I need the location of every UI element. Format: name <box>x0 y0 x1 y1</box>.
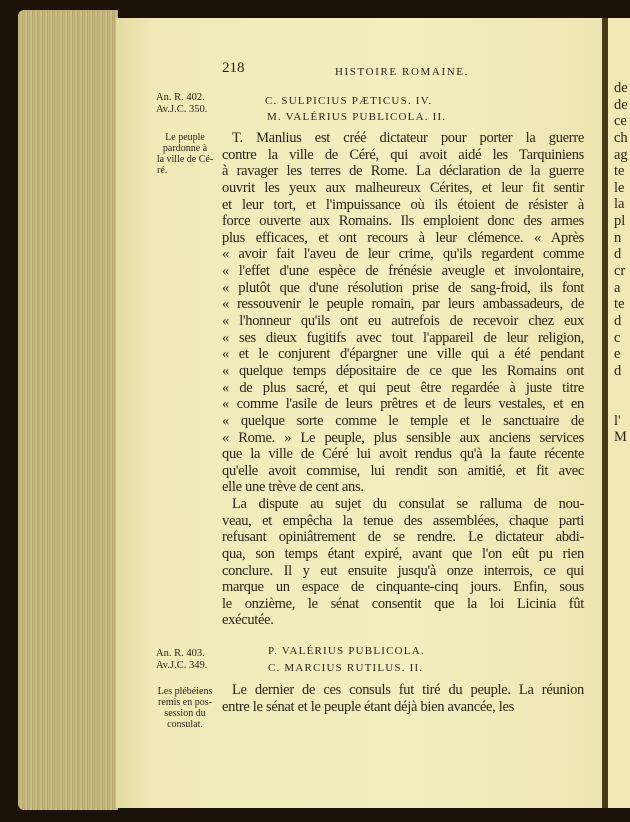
date-note-1 <box>156 92 207 116</box>
text-line: entre le sénat et le peuple étant déjà bien avancée, les <box>222 698 514 715</box>
date-line: An. R. 403. <box>156 648 205 659</box>
text-line: et leur tort, et l'impuissance où ils étoient de résister à <box>222 196 584 213</box>
fragment-line: de <box>614 80 628 96</box>
margin-line: la ville de Cé- <box>156 154 214 165</box>
fragment-line: c <box>614 329 621 346</box>
margin-line: consulat. <box>167 719 203 730</box>
consuls-heading-2 <box>268 643 425 677</box>
fragment-line: a <box>614 279 621 296</box>
text-line: à ravager les terres de Rome. La déclaration de la guerre <box>222 163 584 180</box>
page-edges <box>18 10 118 810</box>
fragment-line: le <box>614 179 625 196</box>
fragment-line: te <box>614 163 625 180</box>
margin-line: session du <box>164 708 206 719</box>
text-line: « l'honneur qu'ils ont eu autrefois de recevoir chez eux <box>222 313 584 330</box>
fragment-line: n <box>614 229 622 246</box>
margin-line: ré. <box>157 165 168 176</box>
date-note-2 <box>156 648 207 672</box>
text-line: « quelque temps dépositaire de ce que les Romains ont <box>222 362 584 379</box>
fragment-line: la <box>614 196 625 213</box>
fragment-line: e <box>614 346 621 363</box>
consuls-heading-1 <box>265 93 446 125</box>
text-line: qu'elle avoit commise, lui rendit son amitié, et fit avec <box>222 462 584 479</box>
fragment-line: de <box>614 96 628 113</box>
text-line: « ses dieux fugitifs avec tout l'appareil de leur religion, <box>222 329 584 346</box>
fragment-line: d <box>614 312 622 329</box>
fragment-line <box>614 396 628 413</box>
text-line: Le dernier de ces consuls fut tiré du peuple. La réunion <box>232 682 584 698</box>
text-line: « l'effet d'une espèce de frénésie aveugle et involontaire, <box>222 263 584 280</box>
text-line: contre la ville de Céré, qui avoit aidé les Tarquiniens <box>222 146 584 163</box>
consul-name: M. VALÉRIUS PUBLICOLA. II. <box>267 111 447 123</box>
text-line: que la ville de Céré lui avoit rendus qu'à la faute récente <box>222 446 584 463</box>
paragraph-2 <box>222 496 584 629</box>
consul-name: C. MARCIUS RUTILUS. II. <box>268 662 424 674</box>
margin-line: pardonne à <box>162 143 208 154</box>
margin-line: remis en pos- <box>158 697 212 708</box>
consul-name: P. VALÉRIUS PUBLICOLA. <box>268 645 425 657</box>
fragment-line: l' <box>614 412 621 429</box>
text-line: force ouverte aux Romains. Ils emploient donc des armes <box>222 213 584 230</box>
text-line: marque un espace de cinquante-cinq jours. Enfin, sous <box>222 579 584 596</box>
paragraph-1 <box>222 130 584 496</box>
fragment-line: M <box>614 429 627 446</box>
text-line: refusant opiniâtrement de se rendre. Le dictateur abdi- <box>222 529 584 546</box>
fragment-line: ce <box>614 113 627 130</box>
text-line: « de plus sacré, et qui peut être regardée à juste titre <box>222 379 584 396</box>
text-line: « ressouvenir le peuple romain, par leurs ambassadeurs, de <box>222 296 584 313</box>
fragment-line: cr <box>614 263 626 280</box>
text-line: « Rome. » Le peuple, plus sensible aux anciens services <box>222 429 584 446</box>
fragment-line: pl <box>614 213 626 230</box>
text-line: conclure. Il y eut ensuite jusqu'à onze interrois, ce qui <box>222 562 584 579</box>
text-line: plus efficaces, et ont recours à leur clémence. « Après <box>222 229 584 246</box>
text-line: le onzième, le sénat consentit que la loi Licinia fût <box>222 595 584 612</box>
fragment-line <box>614 380 628 397</box>
date-line: Av.J.C. 349. <box>156 660 208 671</box>
text-line: qua, son temps étant expiré, avant que l'on eût pu rien <box>222 545 584 562</box>
text-line: « et le conjurent d'épargner une ville qui a été pendant <box>222 346 584 363</box>
page-number: 218 <box>222 60 245 76</box>
fragment-line: te <box>614 296 625 313</box>
margin-note-2 <box>153 686 217 730</box>
fragment-line: ch <box>614 129 628 146</box>
margin-line: Les plébéiens <box>157 686 213 697</box>
running-title: HISTOIRE ROMAINE. <box>335 66 469 78</box>
text-line: exécutée. <box>222 612 274 629</box>
date-line: An. R. 402. <box>156 92 205 103</box>
date-line: Av.J.C. 350. <box>156 104 208 115</box>
paragraph-3 <box>222 682 584 715</box>
fragment-line: d <box>614 362 622 379</box>
text-line: « avoir fait l'aveu de leur crime, qu'ils regardent comme <box>222 246 584 263</box>
fragment-line: d <box>614 246 622 263</box>
text-line: veau, et empêcha la tenue des assemblées, chaque parti <box>222 512 584 529</box>
margin-note-1 <box>153 132 217 176</box>
text-line: ouvrit les yeux aux malheureux Cérites, et leur fit sentir <box>222 179 584 196</box>
text-line: elle une trève de cent ans. <box>222 479 364 496</box>
facing-page-text <box>614 80 628 446</box>
text-line: La dispute au sujet du consulat se ralluma de nou- <box>232 496 584 512</box>
fragment-line: ag <box>614 146 628 163</box>
margin-line: Le peuple <box>165 132 205 143</box>
consul-name: C. SULPICIUS PÆTICUS. IV. <box>265 95 433 107</box>
text-line: « quelque sorte comme le temple et le sanctuaire de <box>222 412 584 429</box>
text-line: T. Manlius est créé dictateur pour porter la guerre <box>232 130 584 146</box>
text-line: « plutôt que d'une résolution prise de sang-froid, ils font <box>222 279 584 296</box>
text-line: « comme l'asile de leurs prêtres et de leurs vestales, et en <box>222 396 584 413</box>
